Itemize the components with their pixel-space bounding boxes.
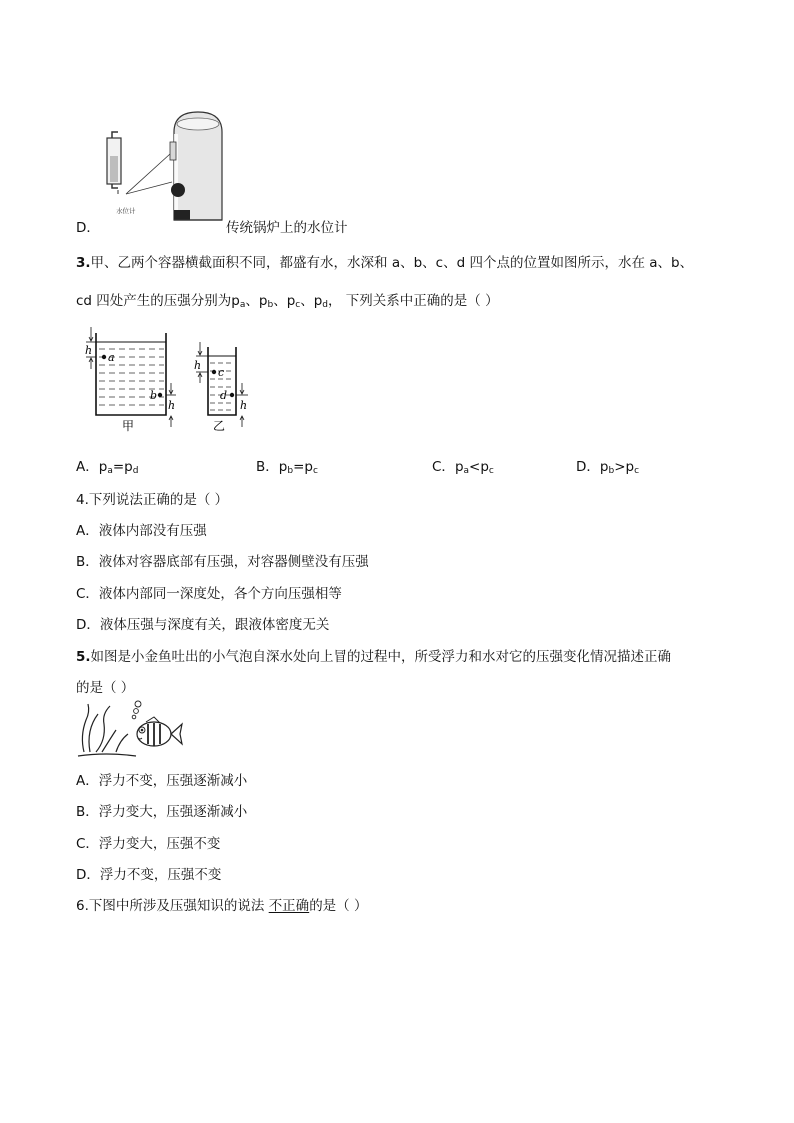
q3-option-d: D．$p_b>p_c$: [576, 459, 640, 476]
q2-option-d-text: 传统锅炉上的水位计: [226, 220, 348, 236]
h-label-a: h: [85, 344, 93, 357]
point-c: [212, 370, 216, 374]
q3-option-b: B．$p_b=p_c$: [256, 459, 318, 476]
q5-stem-line2: 的是（ ）: [76, 680, 135, 696]
q5-option-a: A．浮力不变，压强逐渐减小: [76, 773, 248, 789]
q5-option-b: B．浮力变大，压强逐渐减小: [76, 804, 248, 820]
label-b: b: [150, 389, 158, 402]
q5-option-d: D．浮力不变，压强不变: [76, 867, 222, 883]
q4-option-b: B．液体对容器底部有压强，对容器侧壁没有压强: [76, 554, 369, 570]
q3-number: 3.: [76, 255, 91, 271]
point-d: [230, 393, 234, 397]
q2-option-d-letter: D．: [76, 220, 100, 236]
q4-stem: 4.下列说法正确的是（ ）: [76, 492, 229, 508]
q3-option-a: A．$p_a=p_d$: [76, 459, 139, 476]
q4-option-a: A．液体内部没有压强: [76, 523, 207, 539]
h-label-d: h: [240, 399, 248, 412]
label-c: c: [218, 366, 225, 379]
goldfish-bubble-figure: [76, 700, 186, 758]
boiler-water-gauge-figure: [96, 110, 226, 232]
label-yi: 乙: [213, 419, 226, 433]
q6-underlined-text: 不正确: [268, 898, 310, 914]
point-b: [158, 393, 162, 397]
label-jia: 甲: [122, 419, 135, 433]
q5-option-c: C．浮力变大，压强不变: [76, 836, 221, 852]
q4-option-d: D．液体压强与深度有关，跟液体密度无关: [76, 617, 330, 633]
q3-option-c: C．$p_a<p_c$: [432, 459, 494, 476]
h-label-b: h: [168, 399, 176, 412]
label-a: a: [108, 351, 115, 364]
q3-stem-line1: 3.甲、乙两个容器横截面积不同，都盛有水，水深和 a、b、c、d 四个点的位置如图所示，水在 a、b、: [76, 255, 694, 271]
q4-option-c: C．液体内部同一深度处，各个方向压强相等: [76, 586, 342, 602]
q3-stem-line2: cd 四处产生的压强分别为$p_a$、$p_b$、$p_c$、$p_d$， 下列关系中正确的是（ ）: [76, 293, 499, 310]
containers-figure: [84, 325, 254, 435]
label-d: d: [220, 389, 228, 402]
point-a: [102, 355, 106, 359]
h-label-c: h: [194, 359, 202, 372]
q6-stem: 6.下图中所涉及压强知识的说法 不正确的是（ ）: [76, 898, 368, 914]
water-gauge-label: 水位计: [116, 207, 136, 215]
q5-stem-line1: 5.如图是小金鱼吐出的小气泡自深水处向上冒的过程中，所受浮力和水对它的压强变化情况描述正确: [76, 649, 672, 665]
